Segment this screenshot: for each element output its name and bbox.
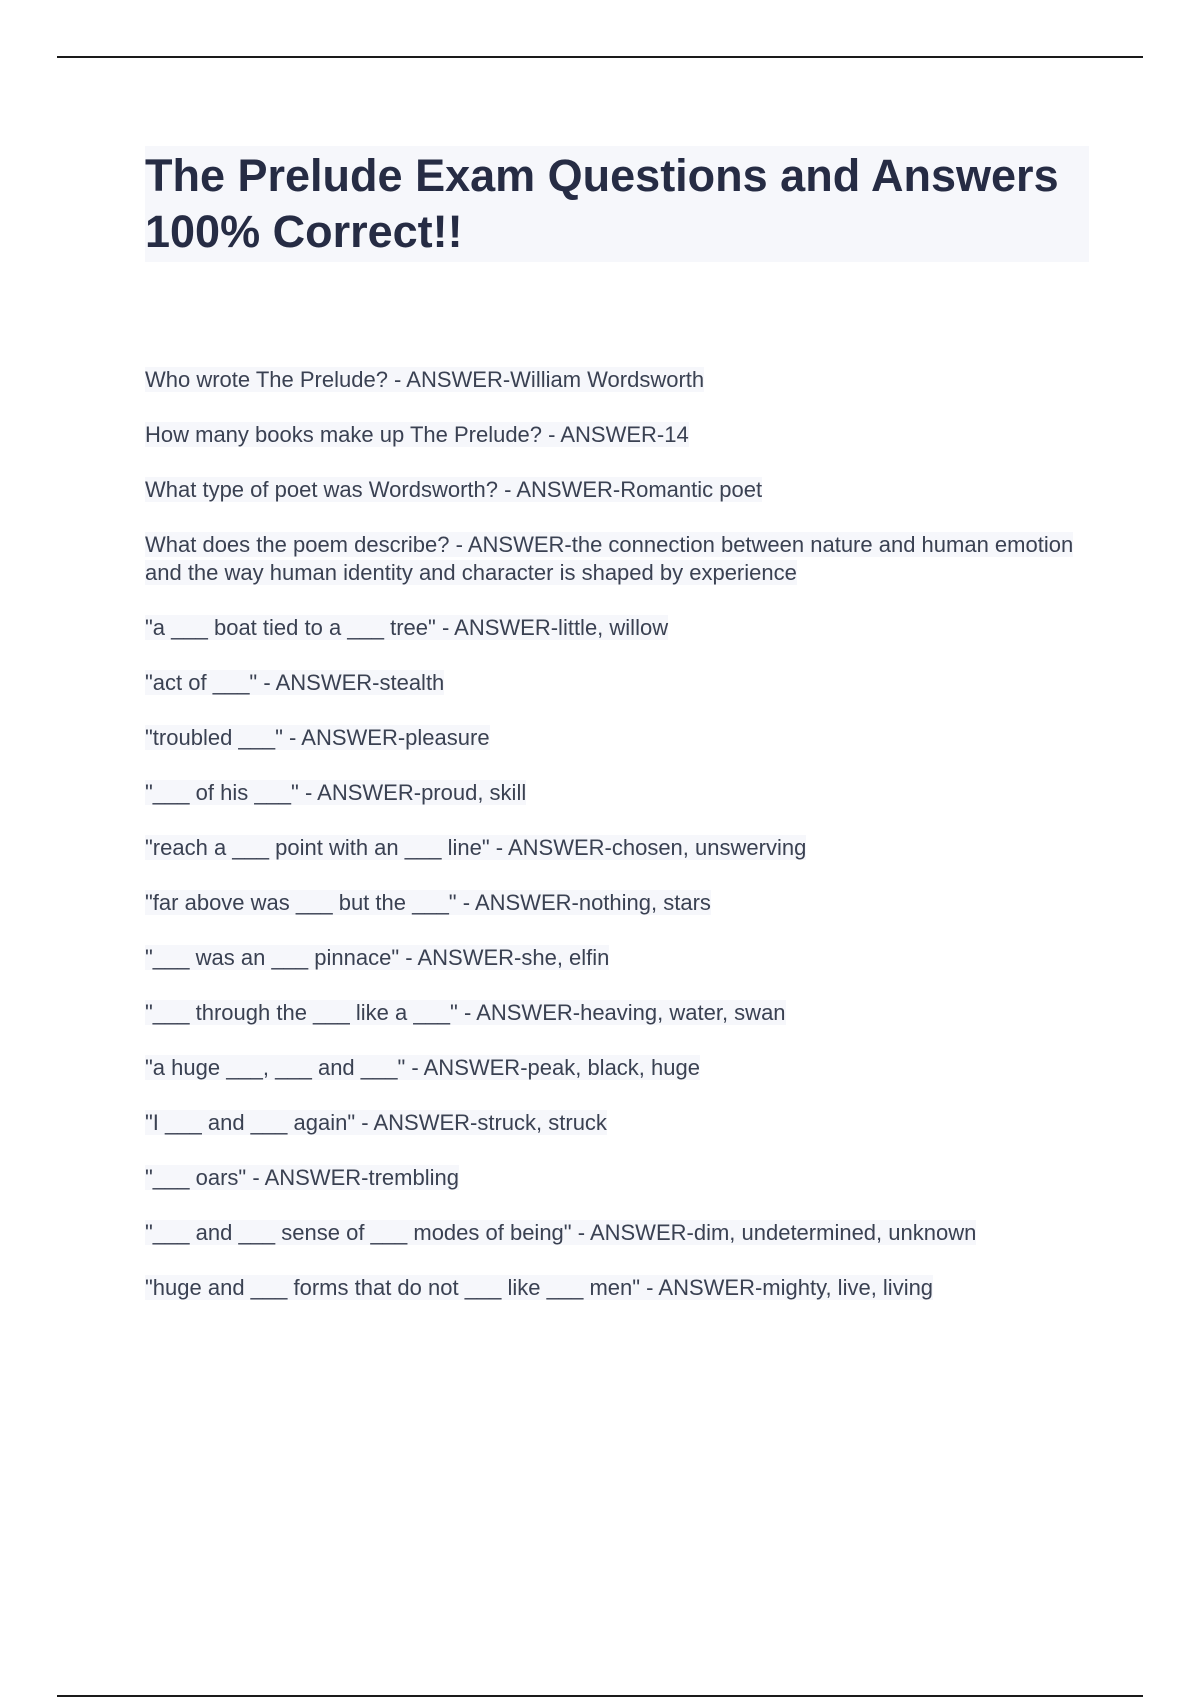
qa-text: "___ and ___ sense of ___ modes of being" - ANSWER-dim, undetermined, unknown: [145, 1220, 977, 1245]
bottom-rule: [57, 1695, 1143, 1697]
page-title: The Prelude Exam Questions and Answers 100% Correct!!: [145, 150, 1059, 257]
qa-item: [145, 1054, 1089, 1082]
qa-text: Who wrote The Prelude? - ANSWER-William Wordsworth: [145, 367, 705, 392]
qa-text: "I ___ and ___ again" - ANSWER-struck, struck: [145, 1110, 607, 1135]
title-block: [145, 146, 1089, 262]
qa-item: [145, 366, 1089, 394]
qa-item: [145, 669, 1089, 697]
qa-text: "troubled ___" - ANSWER-pleasure: [145, 725, 490, 750]
qa-text: "___ of his ___" - ANSWER-proud, skill: [145, 780, 527, 805]
qa-text: What does the poem describe? - ANSWER-the connection between nature and human emotion and the way human identity and character is shaped by experience: [145, 532, 1074, 585]
qa-item: [145, 1274, 1089, 1302]
qa-item: [145, 889, 1089, 917]
qa-text: "act of ___" - ANSWER-stealth: [145, 670, 445, 695]
qa-text: "far above was ___ but the ___" - ANSWER-nothing, stars: [145, 890, 711, 915]
qa-text: How many books make up The Prelude? - ANSWER-14: [145, 422, 689, 447]
qa-text: "a huge ___, ___ and ___" - ANSWER-peak, black, huge: [145, 1055, 700, 1080]
qa-item: [145, 834, 1089, 862]
top-rule: [57, 56, 1143, 58]
qa-text: "a ___ boat tied to a ___ tree" - ANSWER-little, willow: [145, 615, 669, 640]
qa-item: [145, 421, 1089, 449]
qa-item: [145, 531, 1089, 587]
qa-text: "___ oars" - ANSWER-trembling: [145, 1165, 459, 1190]
qa-item: [145, 1219, 1089, 1247]
qa-text: What type of poet was Wordsworth? - ANSWER-Romantic poet: [145, 477, 763, 502]
qa-item: [145, 999, 1089, 1027]
qa-list: [145, 366, 1089, 1329]
qa-item: [145, 724, 1089, 752]
qa-item: [145, 944, 1089, 972]
qa-item: [145, 1164, 1089, 1192]
qa-text: "huge and ___ forms that do not ___ like ___ men" - ANSWER-mighty, live, living: [145, 1275, 934, 1300]
qa-text: "___ was an ___ pinnace" - ANSWER-she, elfin: [145, 945, 610, 970]
qa-text: "___ through the ___ like a ___" - ANSWER-heaving, water, swan: [145, 1000, 786, 1025]
qa-item: [145, 779, 1089, 807]
qa-item: [145, 614, 1089, 642]
qa-text: "reach a ___ point with an ___ line" - ANSWER-chosen, unswerving: [145, 835, 807, 860]
qa-item: [145, 476, 1089, 504]
qa-item: [145, 1109, 1089, 1137]
